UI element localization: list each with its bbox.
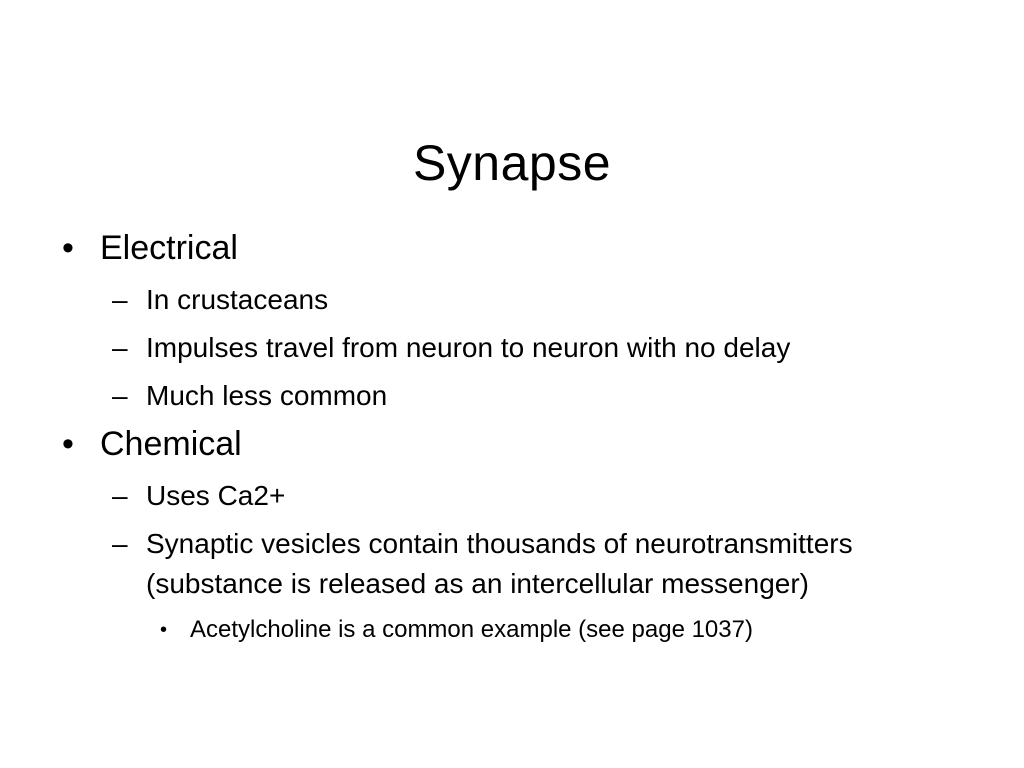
bullet-text: Electrical — [100, 229, 238, 267]
sub-bullet-text: Synaptic vesicles contain thousands of neurotransmitters (substance is released as an intercellular messenger) — [146, 528, 853, 599]
sub-bullet-item — [56, 328, 976, 368]
bullet-item-chemical — [56, 420, 976, 468]
sub-sub-bullet-text: Acetylcholine is a common example (see page 1037) — [190, 616, 753, 643]
dash-icon: – — [112, 480, 128, 511]
dash-icon: – — [112, 332, 128, 363]
sub-sub-bullet-item — [56, 612, 976, 648]
bullet-icon: • — [62, 229, 74, 267]
sub-bullet-text: Impulses travel from neuron to neuron with no delay — [146, 332, 791, 363]
sub-bullet-item — [56, 524, 976, 604]
bullet-list — [56, 224, 976, 648]
bullet-icon: • — [62, 425, 74, 463]
sub-bullet-item — [56, 280, 976, 320]
sub-bullet-text: Uses Ca2+ — [146, 480, 286, 511]
sub-bullet-item — [56, 476, 976, 516]
bullet-item-electrical — [56, 224, 976, 272]
bullet-icon: • — [160, 619, 168, 641]
bullet-text: Chemical — [100, 425, 242, 463]
dash-icon: – — [112, 528, 128, 559]
sub-bullet-item — [56, 376, 976, 416]
sub-bullet-text: Much less common — [146, 380, 388, 411]
sub-bullet-text: In crustaceans — [146, 284, 329, 315]
dash-icon: – — [112, 380, 128, 411]
slide-title: Synapse — [412, 135, 612, 191]
dash-icon: – — [112, 284, 128, 315]
